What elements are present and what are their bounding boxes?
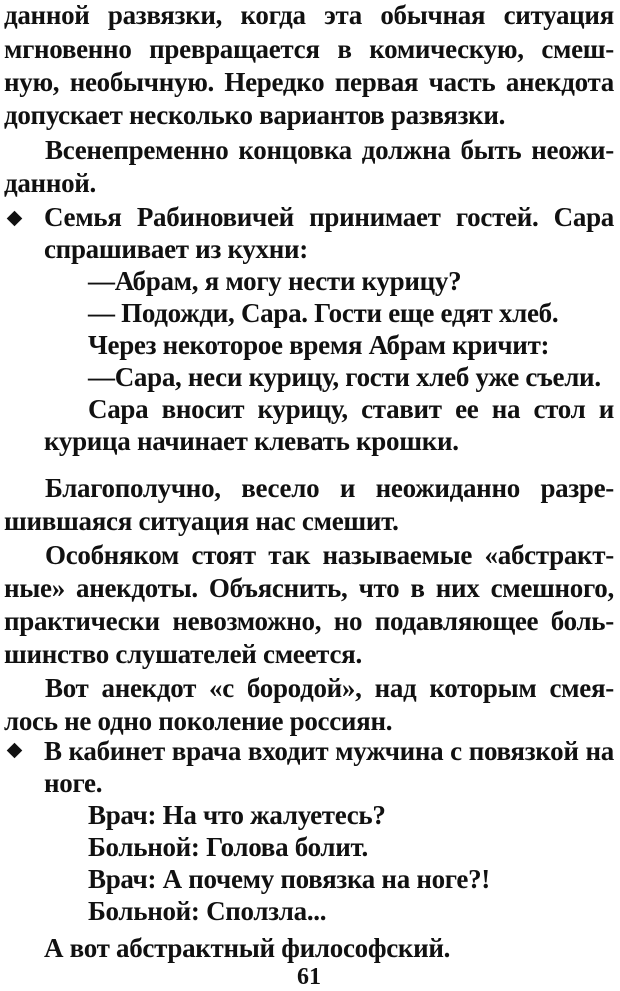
dialogue-line: Через некоторое время Абрам кричит:: [88, 330, 550, 360]
dialogue-line: —Сара, неси курицу, гости хлеб уже съели.: [88, 362, 601, 392]
dialogue-line: Врач: А почему повязка на ноге?!: [88, 864, 490, 894]
text-line: ноге.: [44, 768, 103, 798]
dialogue-line: — Подожди, Сара. Гости еще едят хлеб.: [88, 298, 559, 328]
text-line: ную, необычную. Нередко первая часть анекдота: [4, 67, 614, 97]
text-line: Всенепременно концовка должна быть неожи-: [45, 135, 614, 165]
text-line: Семья Рабиновичей принимает гостей. Сара: [44, 202, 614, 232]
bullet-diamond-icon: [7, 211, 23, 227]
dialogue-line: —Абрам, я могу нести курицу?: [88, 266, 462, 296]
bullet-diamond-icon: [7, 743, 23, 759]
text-line: Сара вносит курицу, ставит ее на стол и: [88, 394, 614, 424]
text-line: спрашивает из кухни:: [44, 234, 308, 264]
text-line: практически невозможно, но подавляющее боль-: [4, 606, 614, 636]
page-number: 61: [297, 964, 321, 990]
text-line: лось не одно поколение россиян.: [4, 706, 393, 736]
dialogue-line: Больной: Голова болит.: [88, 832, 368, 862]
text-line: ные» анекдоты. Объяснить, что в них смешного,: [4, 573, 614, 603]
text-line: курица начинает клевать крошки.: [44, 426, 459, 456]
text-line: В кабинет врача входит мужчина с повязкой на: [44, 736, 614, 766]
dialogue-line: Врач: На что жалуетесь?: [88, 800, 386, 830]
dialogue-line: Больной: Сползла...: [88, 896, 327, 926]
text-line: Вот анекдот «с бородой», над которым смея-: [45, 673, 614, 703]
text-line: шившаяся ситуация нас смешит.: [4, 506, 399, 536]
text-line: допускает несколько вариантов развязки.: [4, 100, 506, 130]
text-line: данной развязки, когда эта обычная ситуация: [4, 0, 614, 30]
text-line: А вот абстрактный философский.: [44, 933, 451, 963]
text-line: мгновенно превращается в комическую, смеш-: [4, 34, 614, 64]
text-line: Благополучно, весело и неожиданно разре-: [45, 473, 614, 503]
text-line: шинство слушателей смеется.: [4, 639, 362, 669]
text-line: данной.: [4, 168, 96, 198]
text-line: Особняком стоят так называемые «абстракт-: [45, 540, 614, 570]
